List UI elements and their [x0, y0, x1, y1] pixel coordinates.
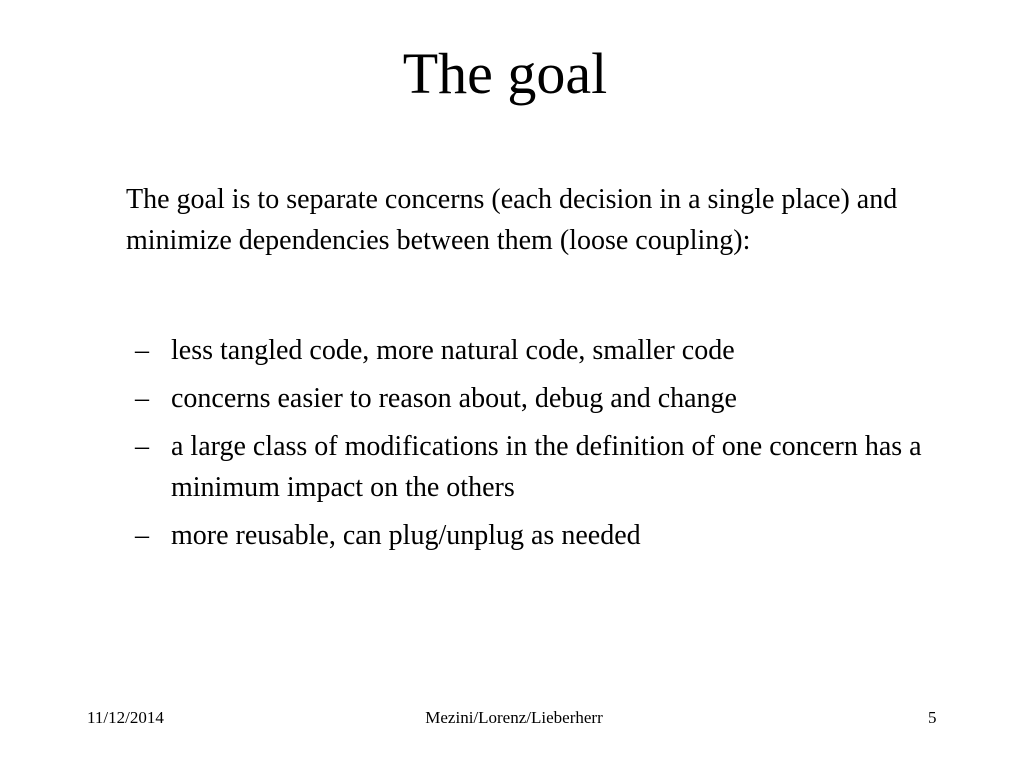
list-item — [135, 516, 925, 557]
bullet-list — [135, 331, 925, 564]
list-item — [135, 379, 925, 420]
intro-paragraph: The goal is to separate concerns (each decision in a single place) and minimize dependencies between them (loose coupling): — [126, 184, 898, 256]
bullet-text: concerns easier to reason about, debug and change — [171, 383, 737, 414]
footer-authors: Mezini/Lorenz/Lieberherr — [425, 708, 603, 727]
bullet-dash: – — [135, 335, 149, 366]
list-item — [135, 331, 925, 372]
page-number: 5 — [928, 708, 937, 727]
slide-title: The goal — [402, 41, 608, 106]
bullet-text: a large class of modifications in the definition of one concern has a minimum impact on the others — [171, 431, 922, 503]
footer-date: 11/12/2014 — [87, 708, 164, 727]
bullet-dash: – — [135, 431, 149, 462]
bullet-dash: – — [135, 519, 149, 551]
bullet-text: less tangled code, more natural code, smaller code — [171, 335, 735, 366]
bullet-text: more reusable, can plug/unplug as needed — [171, 519, 641, 551]
list-item — [135, 427, 925, 508]
bullet-dash: – — [135, 383, 149, 414]
